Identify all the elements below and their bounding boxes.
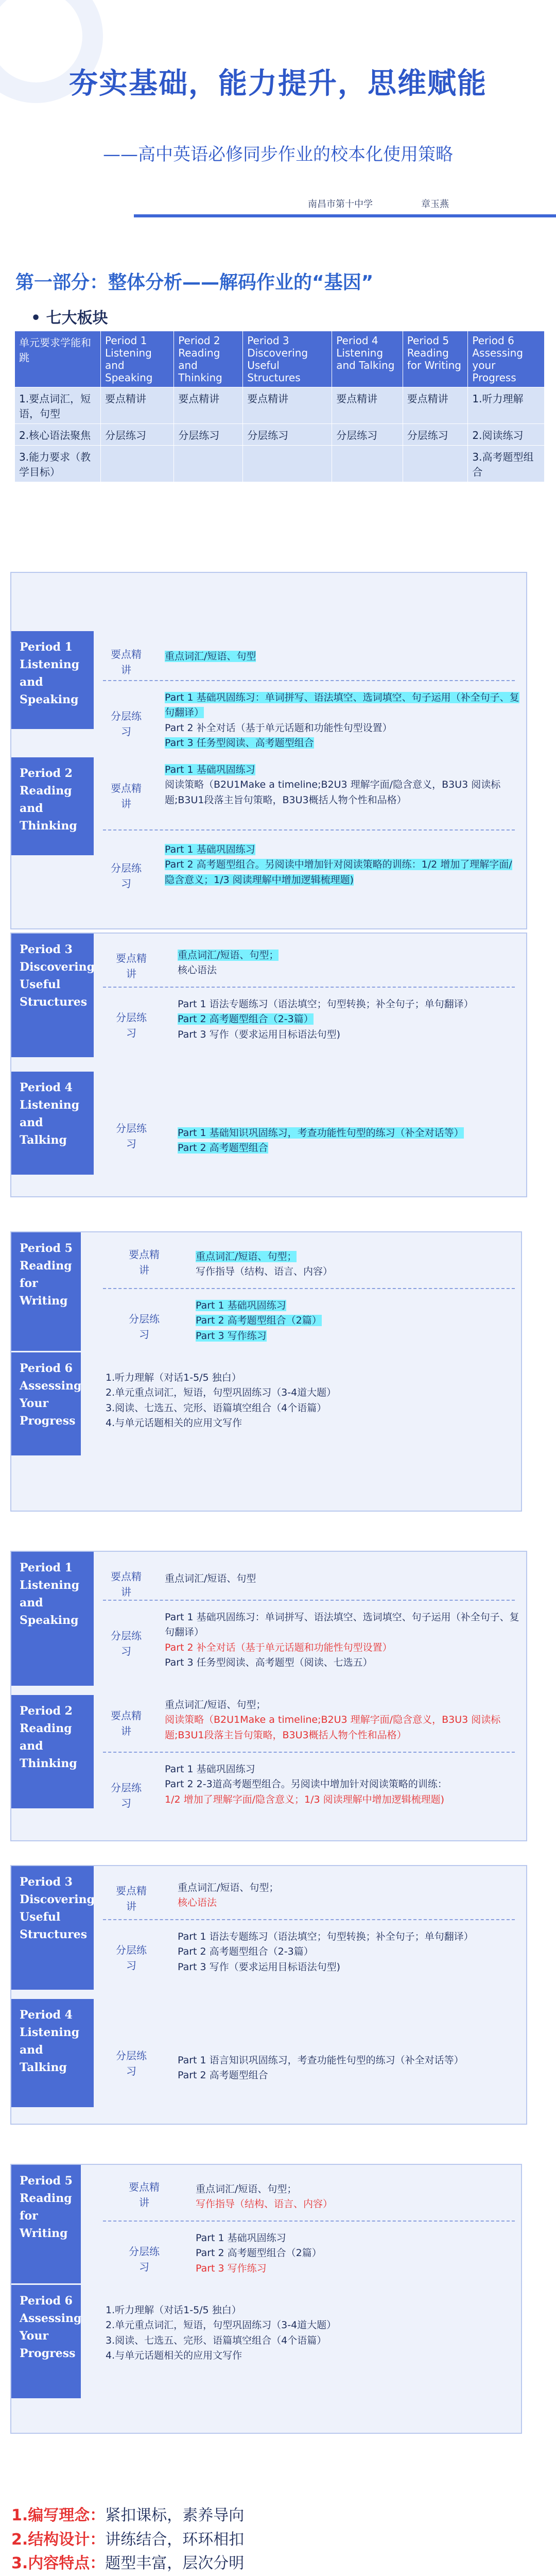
section-label: 要点精讲	[111, 1570, 142, 1598]
assessment-list: 1.听力理解（对话1-5/5 独白） 2.单元重点词汇，短语，句型巩固练习（3-4道大题） 3.阅读、七选五、完形、语篇填空组合（4个语篇） 4.与单元话题相关的应用文写作	[106, 1372, 337, 1429]
divider	[103, 1919, 515, 1920]
table-cell	[101, 446, 174, 482]
section-label: 分层练习	[111, 710, 142, 738]
table-cell: 要点精讲	[174, 387, 243, 424]
table-cell: 3.能力要求（教学目标）	[15, 446, 101, 482]
table-cell	[243, 446, 332, 482]
table-header: 单元要求学能和跳	[15, 331, 101, 387]
section-label: 要点精讲	[116, 952, 147, 980]
sections-table	[14, 331, 545, 482]
section-label: 分层练习	[129, 1313, 160, 1341]
table-cell	[403, 446, 468, 482]
author-name: 章玉燕	[421, 199, 449, 210]
table-header: Period 3 Discovering Useful Structures	[243, 331, 332, 387]
assessment-list: 1.听力理解（对话1-5/5 独白） 2.单元重点词汇，短语，句型巩固练习（3-4道大题） 3.阅读、七选五、完形、语篇填空组合（4个语篇） 4.与单元话题相关的应用文写作	[106, 2304, 337, 2362]
school-name: 南昌市第十中学	[308, 199, 373, 210]
section-label: 要点精讲	[116, 1885, 147, 1912]
period-label: Period 4 Listening and Talking	[11, 1999, 94, 2107]
summary-list: 1.编写理念：紧扣课标，素养导向 2.结构设计：讲练结合，环环相扣 3.内容特点：题型丰富，层次分明	[11, 2506, 245, 2572]
section-content: Part 1 基础知识巩固练习，考查功能性句型的练习（补全对话等） Part 2 高考题型组合	[178, 1127, 464, 1154]
section-label: 分层练习	[116, 1944, 147, 1972]
table-header: Period 5 Reading for Writing	[403, 331, 468, 387]
section-content: 重点词汇/短语、句型； 写作指导（结构、语言、内容）	[196, 1251, 333, 1278]
section-content: 重点词汇/短语、句型	[165, 651, 256, 662]
divider	[103, 829, 515, 831]
section-label: 要点精讲	[111, 1709, 142, 1737]
period-label: Period 1 Listening and Speaking	[11, 1552, 94, 1686]
section-label: 分层练习	[129, 2245, 160, 2273]
section-content: Part 1 基础巩固练习 阅读策略（B2U1Make a timeline;B2U3 理解字面/隐含意义，B3U3 阅读标题;B3U1段落主旨句策略，B3U3概括人物个性和品格）	[165, 764, 501, 806]
section-label: 分层练习	[111, 862, 142, 890]
table-header: Period 1 Listening and Speaking	[101, 331, 174, 387]
section-content: Part 1 基础巩固练习：单词拼写、语法填空、选词填空、句子运用（补全句子、复句翻译） Part 2 补全对话（基于单元话题和功能性句型设置） Part 3 任务型阅读、高考题型（阅读、七选五）	[165, 1612, 519, 1669]
divider	[103, 987, 515, 988]
section-content: Part 1 语法专题练习（语法填空；句型转换；补全句子；单句翻译） Part 2 高考题型组合（2-3篇） Part 3 写作（要求运用目标语法句型)	[178, 1931, 474, 1973]
section-label: 分层练习	[116, 2049, 147, 2077]
part1-title: 第一部分：整体分析——解码作业的“基因”	[15, 272, 374, 293]
table-cell: 要点精讲	[243, 387, 332, 424]
section-label: 要点精讲	[129, 1248, 160, 1276]
period-label: Period 6 Assessing Your Progress	[11, 2285, 81, 2398]
table-row	[15, 446, 545, 482]
section-content: 重点词汇/短语、句型； 核心语法	[178, 950, 279, 976]
table-row	[15, 387, 545, 424]
divider	[103, 680, 515, 681]
table-header-row	[15, 331, 545, 387]
divider	[103, 1752, 515, 1753]
table-cell: 2.阅读练习	[468, 424, 545, 446]
table-cell: 3.高考题型组合	[468, 446, 545, 482]
section-content: Part 1 基础巩固练习 Part 2 高考题型组合（2篇） Part 3 写作练习	[196, 2232, 322, 2274]
section-content: 重点词汇/短语、句型； 阅读策略（B2U1Make a timeline;B2U3 理解字面/隐含意义，B3U3 阅读标题;B3U1段落主旨句策略，B3U3概括人物个性和品格）	[165, 1699, 501, 1741]
section-content: Part 1 基础巩固练习 Part 2 高考题型组合。另阅读中增加针对阅读策略的训练：1/2 增加了理解字面/隐含意义；1/3 阅读理解中增加逻辑梳理题)	[165, 844, 512, 886]
table-cell: 分层练习	[243, 424, 332, 446]
section-content: 重点词汇/短语、句型； 核心语法	[178, 1882, 279, 1909]
page-subtitle: ——高中英语必修同步作业的校本化使用策略	[103, 144, 453, 165]
table-header: Period 2 Reading and Thinking	[174, 331, 243, 387]
table-cell: 要点精讲	[101, 387, 174, 424]
divider	[103, 1600, 515, 1601]
period-label: Period 2 Reading and Thinking	[11, 1695, 94, 1808]
table-cell	[332, 446, 403, 482]
table-cell: 分层练习	[101, 424, 174, 446]
period-label: Period 3 Discovering Useful Structures	[11, 934, 94, 1057]
section-label: 要点精讲	[111, 648, 142, 676]
section-label: 分层练习	[116, 1122, 147, 1150]
section-label: 分层练习	[116, 1011, 147, 1039]
table-cell: 1.听力理解	[468, 387, 545, 424]
table-cell: 1.要点词汇，短语，句型	[15, 387, 101, 424]
divider	[103, 1288, 515, 1289]
seven-sections-label: • 七大板块	[31, 309, 108, 327]
table-cell: 要点精讲	[332, 387, 403, 424]
table-header: Period 4 Listening and Talking	[332, 331, 403, 387]
period-label: Period 5 Reading for Writing	[11, 2165, 81, 2283]
section-content: Part 1 基础巩固练习 Part 2 2-3道高考题型组合。另阅读中增加针对阅读策略的训练： 1/2 增加了理解字面/隐含意义；1/3 阅读理解中增加逻辑梳理题)	[165, 1764, 447, 1805]
section-label: 分层练习	[111, 1630, 142, 1657]
section-content: Part 1 语法专题练习（语法填空；句型转换；补全句子；单句翻译） Part 2 高考题型组合（2-3篇） Part 3 写作（要求运用目标语法句型)	[178, 998, 474, 1040]
table-cell: 分层练习	[332, 424, 403, 446]
section-label: 要点精讲	[129, 2181, 160, 2209]
divider	[103, 2221, 515, 2222]
section-content: Part 1 基础巩固练习 Part 2 高考题型组合（2篇） Part 3 写作练习	[196, 1300, 322, 1342]
section-content: 重点词汇/短语、句型	[165, 1573, 256, 1584]
table-cell: 分层练习	[403, 424, 468, 446]
table-header: Period 6 Assessing your Progress	[468, 331, 545, 387]
section-content: Part 1 基础巩固练习：单词拼写、语法填空、选词填空、句子运用（补全句子、复句翻译） Part 2 补全对话（基于单元话题和功能性句型设置） Part 3 任务型阅读、高考题型组合	[165, 692, 519, 749]
section-label: 分层练习	[111, 1782, 142, 1809]
table-cell: 要点精讲	[403, 387, 468, 424]
table-cell	[174, 446, 243, 482]
section-label: 要点精讲	[111, 782, 142, 810]
table-row	[15, 424, 545, 446]
period-label: Period 1 Listening and Speaking	[11, 631, 94, 729]
header-divider	[134, 214, 556, 217]
period-label: Period 4 Listening and Talking	[11, 1072, 94, 1175]
period-label: Period 2 Reading and Thinking	[11, 757, 94, 855]
section-content: Part 1 语言知识巩固练习，考查功能性句型的练习（补全对话等） Part 2 高考题型组合	[178, 2055, 464, 2081]
period-label: Period 3 Discovering Useful Structures	[11, 1866, 94, 1990]
page-title: 夯实基础，能力提升，思维赋能	[69, 67, 487, 100]
section-content: 重点词汇/短语、句型； 写作指导（结构、语言、内容）	[196, 2183, 333, 2210]
table-cell: 分层练习	[174, 424, 243, 446]
period-label: Period 6 Assessing Your Progress	[11, 1352, 81, 1455]
table-cell: 2.核心语法聚焦	[15, 424, 101, 446]
period-label: Period 5 Reading for Writing	[11, 1232, 81, 1351]
